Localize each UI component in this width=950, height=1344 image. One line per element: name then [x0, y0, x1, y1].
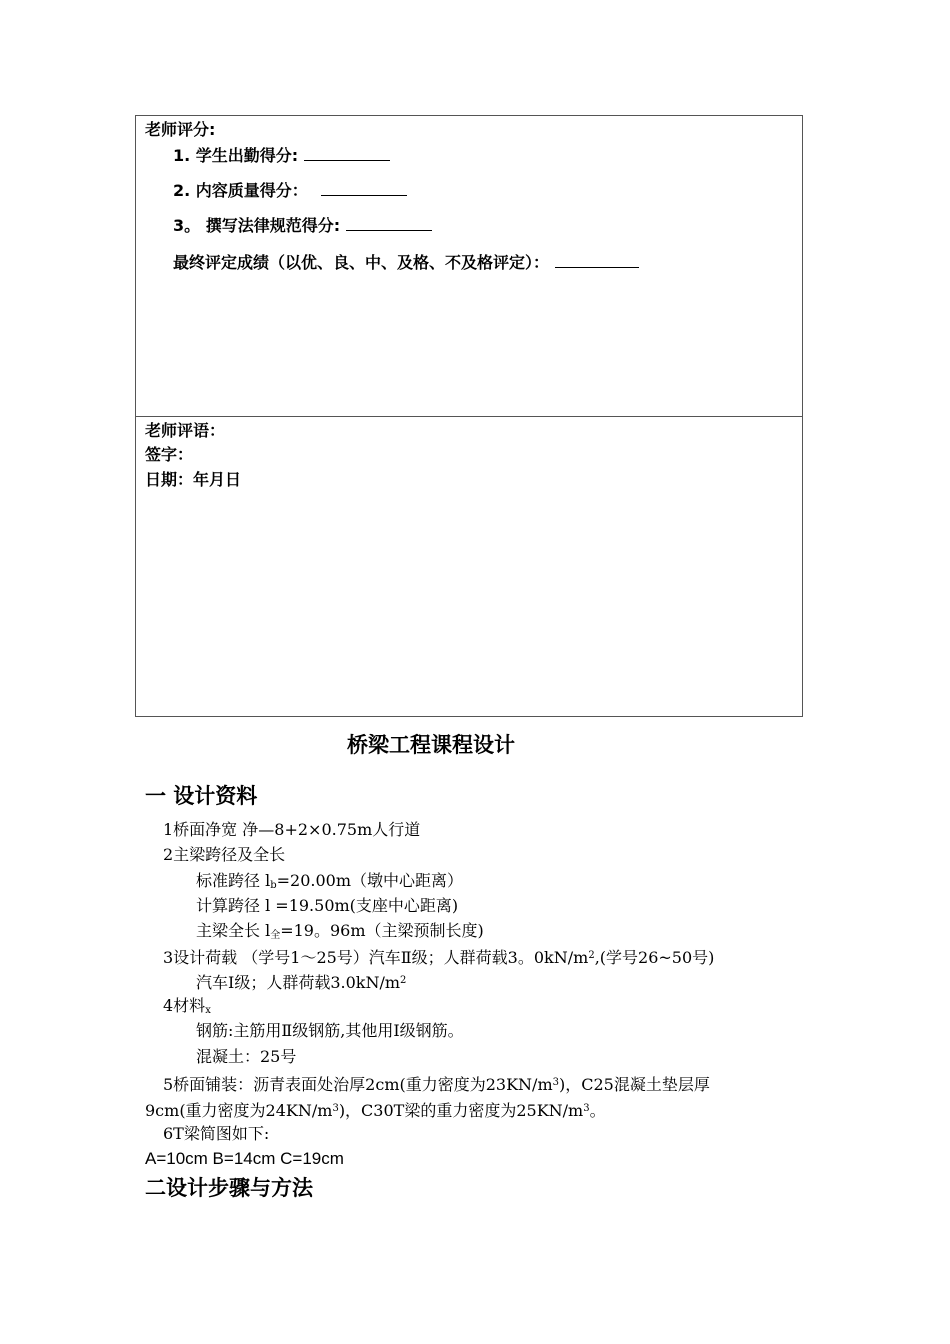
final-grade-blank[interactable] — [555, 253, 639, 268]
score-title: 老师评分: — [145, 120, 216, 139]
vehicle-load-line — [196, 971, 406, 993]
girder-length-text: 主梁全长 l — [196, 921, 271, 940]
design-load-tail: ,(学号26~50号) — [594, 948, 715, 967]
standard-span-text: 标准跨径 l — [196, 871, 271, 890]
attendance-score-row — [173, 146, 390, 166]
deck-width-line: 1桥面净宽 净—8+2×0.75m人行道 — [163, 820, 421, 839]
comment-title: 老师评语： — [145, 421, 226, 440]
paving-continued-middle: )，C30T梁的重力密度为25KN/m — [338, 1101, 584, 1120]
materials-subscript: x — [205, 1005, 211, 1016]
paving-continued-line — [145, 1099, 606, 1121]
paving-continued-text: 9cm(重力密度为24KN/m — [145, 1101, 333, 1120]
comment-table-cell — [135, 416, 803, 717]
paving-text: 5桥面铺装：沥青表面处治厚2cm(重力密度为23KN/m — [163, 1075, 553, 1094]
attendance-score-label: 1. 学生出勤得分: — [173, 146, 299, 165]
writing-score-label: 3。 撰写法律规范得分: — [173, 216, 341, 235]
girder-length-line — [196, 921, 484, 946]
standard-span-value: =20.00m（墩中心距离） — [276, 871, 464, 890]
date-label: 日期：年月日 — [145, 470, 242, 489]
writing-score-row — [173, 216, 432, 236]
dimensions-line: A=10cm B=14cm C=19cm — [145, 1149, 344, 1168]
t-beam-diagram-line: 6T梁简图如下: — [163, 1124, 270, 1143]
girder-length-subscript: 全 — [270, 930, 281, 941]
materials-text: 4材料 — [163, 996, 206, 1015]
paving-continued-end: 。 — [589, 1101, 606, 1120]
girder-length-value: =19。96m（主梁预制长度) — [280, 921, 484, 940]
quality-score-blank[interactable] — [321, 181, 407, 196]
document-title: 桥梁工程课程设计 — [347, 733, 515, 757]
paving-continued-superscript: 3 — [332, 1103, 339, 1114]
paving-line — [163, 1073, 710, 1095]
vehicle-load-superscript: 2 — [400, 975, 407, 986]
standard-span-line — [196, 871, 463, 896]
design-load-line — [163, 946, 714, 968]
attendance-score-blank[interactable] — [304, 146, 390, 161]
concrete-line: 混凝土：25号 — [196, 1047, 297, 1066]
paving-tail: )，C25混凝土垫层厚 — [559, 1075, 710, 1094]
span-heading-line: 2主梁跨径及全长 — [163, 845, 286, 864]
quality-score-label: 2. 内容质量得分： — [173, 181, 308, 200]
design-load-text: 3设计荷载 （学号1～25号）汽车Ⅱ级；人群荷载3。0kN/m — [163, 948, 589, 967]
signature-label: 签字： — [145, 445, 194, 464]
section-heading-design-data: 一 设计资料 — [145, 784, 258, 808]
materials-line — [163, 996, 211, 1021]
quality-score-row — [173, 181, 407, 201]
rebar-line: 钢筋:主筋用Ⅱ级钢筋,其他用Ⅰ级钢筋。 — [196, 1021, 464, 1040]
vehicle-load-text: 汽车Ⅰ级；人群荷载3.0kN/m — [196, 973, 401, 992]
calc-span-line: 计算跨径 l =19.50m(支座中心距离) — [196, 896, 459, 915]
final-grade-label: 最终评定成绩（以优、良、中、及格、不及格评定）： — [173, 253, 550, 272]
final-grade-row — [173, 253, 639, 273]
writing-score-blank[interactable] — [346, 216, 432, 231]
paving-superscript: 3 — [552, 1077, 559, 1088]
section-heading-design-steps: 二设计步骤与方法 — [145, 1176, 313, 1200]
standard-span-subscript: b — [270, 880, 277, 891]
paving-continued-superscript-2: 3 — [583, 1103, 590, 1114]
design-load-superscript: 2 — [588, 950, 595, 961]
